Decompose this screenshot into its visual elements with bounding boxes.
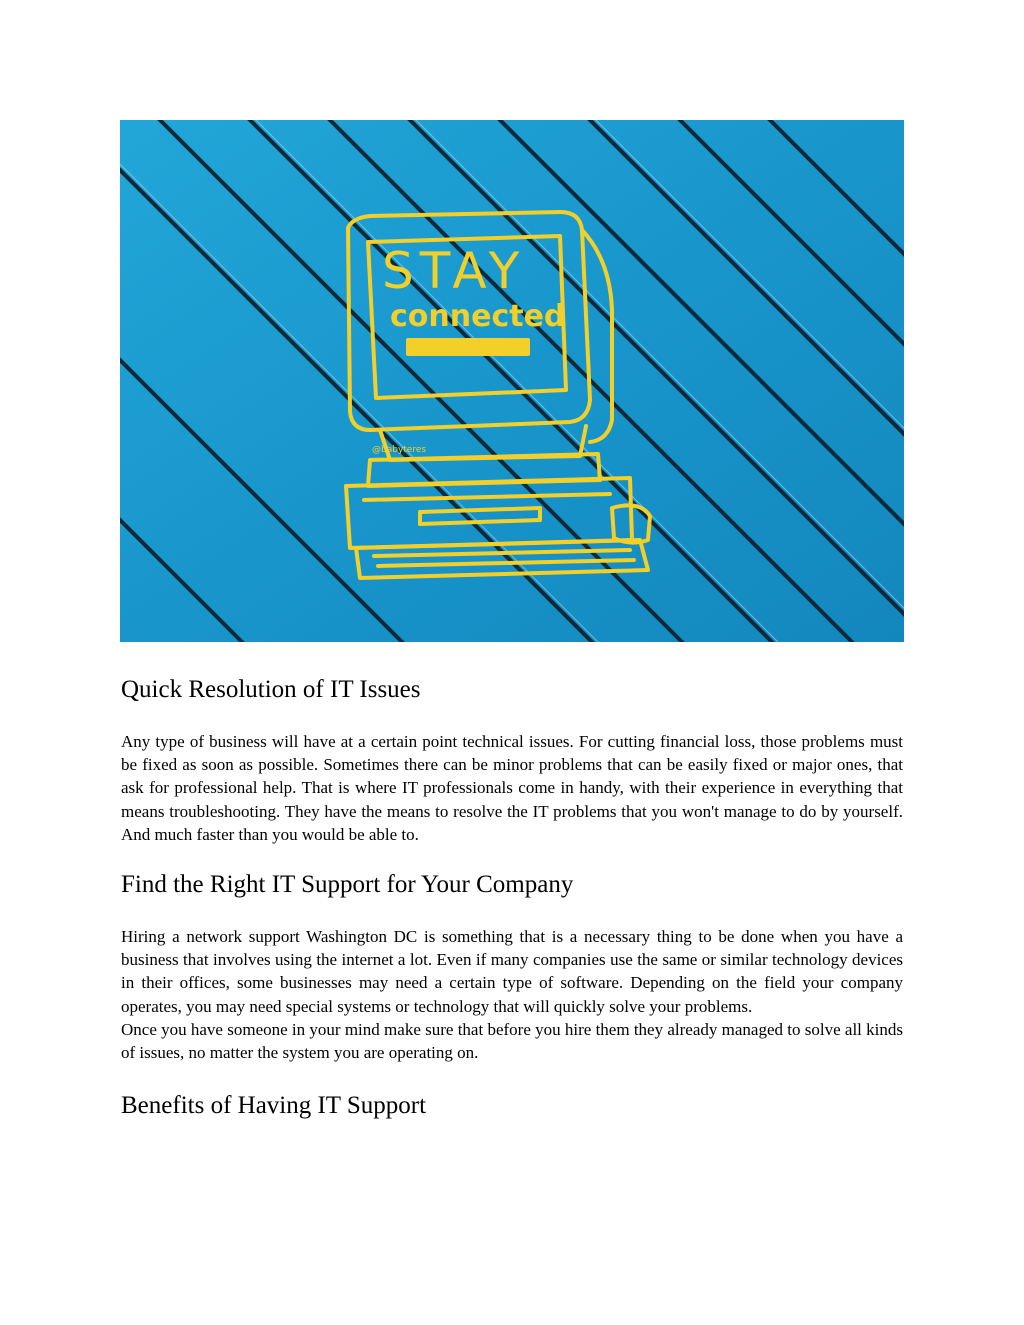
article-body	[121, 670, 903, 1123]
hero-image-stay-connected-graffiti	[120, 120, 904, 642]
section-paragraph-find-right-support: Hiring a network support Washington DC is something that is a necessary thing to be done when you have a business that involves using the internet a lot. Even if many companies use the same or similar technology devices in their offices, some businesses may need a certain type of software. Depending on the field your company operates, you may need special systems or technology that will quickly solve your problems.	[121, 927, 903, 1016]
section-paragraph-quick-resolution: Any type of business will have at a certain point technical issues. For cutting financial loss, those problems must be fixed as soon as possible. Sometimes there can be minor problems that can be easily fixed or major ones, that ask for professional help. That is where IT professionals come in handy, with their experience in everything that means troubleshooting. They have the means to resolve the IT problems that you won't manage to do by yourself. And much faster than you would be able to.	[121, 732, 903, 844]
section-paragraph-find-right-support-2: Once you have someone in your mind make sure that before you hire them they already managed to solve all kinds of issues, no matter the system you are operating on.	[121, 1019, 903, 1063]
graffiti-text-stay: STAY	[382, 242, 526, 300]
section-heading-quick-resolution: Quick Resolution of IT Issues	[121, 676, 421, 703]
graffiti-text-connected: connected	[390, 299, 566, 334]
section-heading-find-right-support: Find the Right IT Support for Your Company	[121, 871, 574, 899]
graffiti-signature: @babyteres	[372, 445, 427, 455]
section-heading-benefits: Benefits of Having IT Support	[121, 1092, 427, 1120]
graffiti-illustration	[120, 120, 904, 642]
